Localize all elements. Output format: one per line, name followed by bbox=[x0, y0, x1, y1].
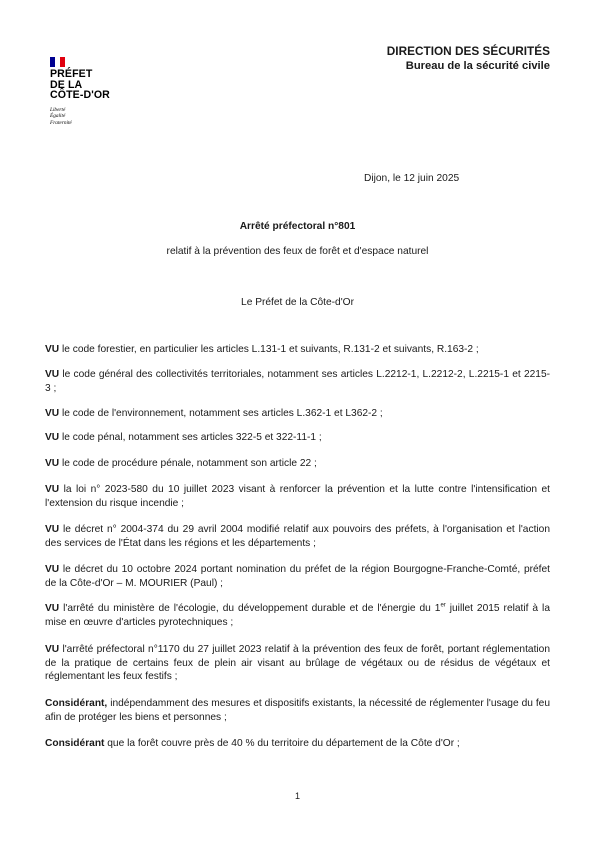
visa-text-continued: juillet 2015 relatif à la mise en œuvre d'articles pyrotechniques ; bbox=[45, 603, 550, 628]
page-number: 1 bbox=[294, 791, 300, 801]
arrete-subject: relatif à la prévention des feux de forêt et d'espace naturel bbox=[166, 246, 429, 257]
considerant-paragraph bbox=[45, 737, 550, 751]
visa-lead: VU bbox=[45, 524, 60, 535]
visa-lead: VU bbox=[45, 484, 60, 495]
visa-paragraph bbox=[45, 563, 550, 590]
considerant-lead: Considérant bbox=[45, 738, 105, 749]
considerant-lead: Considérant, bbox=[45, 698, 108, 709]
french-flag-icon bbox=[50, 57, 65, 67]
visa-lead: VU bbox=[45, 644, 60, 655]
visa-text: le code forestier, en particulier les articles L.131-1 et suivants, R.131-2 et suivants, R.163-2 ; bbox=[59, 344, 479, 355]
visa-text: l'arrêté préfectoral n°1170 du 27 juillet 2023 relatif à la prévention des feux de forêt, portant réglementation de la pratique de certains feux de plein air visant au brûlage de végétaux ou de résidus de végétaux et réglementant les feux festifs ; bbox=[45, 644, 550, 682]
bureau-name: Bureau de la sécurité civile bbox=[405, 60, 550, 72]
visa-lead: VU bbox=[45, 564, 60, 575]
visa-paragraph bbox=[45, 643, 550, 684]
considerant-text: indépendamment des mesures et dispositifs existants, la nécessité de réglementer l'usage du feu afin de protéger les biens et personnes ; bbox=[45, 698, 550, 723]
visa-lead: VU bbox=[45, 458, 60, 469]
visa-text: le code de l'environnement, notamment ses articles L.362-1 et L362-2 ; bbox=[59, 408, 383, 419]
visa-text: le décret du 10 octobre 2024 portant nomination du préfet de la région Bourgogne-Franche-Comté, préfet de la Côte-d'Or – M. MOURIER (Paul) ; bbox=[45, 564, 550, 589]
visa-lead: VU bbox=[45, 344, 60, 355]
visa-paragraph bbox=[45, 457, 550, 471]
considerant-paragraph bbox=[45, 697, 550, 724]
motto-fraternite: Fraternité bbox=[50, 119, 72, 126]
visa-text: le code pénal, notamment ses articles 322-5 et 322-11-1 ; bbox=[59, 432, 322, 443]
visa-text: l'arrêté du ministère de l'écologie, du développement durable et de l'énergie du 1 bbox=[59, 603, 441, 614]
visa-lead: VU bbox=[45, 603, 60, 614]
visa-paragraph bbox=[45, 343, 550, 357]
direction-name: DIRECTION DES SÉCURITÉS bbox=[386, 44, 550, 58]
motto-liberte: Liberté bbox=[50, 106, 66, 113]
logo-line-3: CÔTE-D'OR bbox=[50, 89, 110, 102]
visa-paragraph bbox=[45, 602, 550, 629]
republic-motto bbox=[50, 107, 130, 126]
visa-lead: VU bbox=[45, 408, 60, 419]
arrete-title: Arrêté préfectoral n°801 bbox=[239, 221, 356, 232]
logo-line-2: DE LA bbox=[50, 78, 83, 91]
visa-text: le décret n° 2004-374 du 29 avril 2004 modifié relatif aux pouvoirs des préfets, à l'organisation et l'action des services de l'État dans les régions et les départements ; bbox=[45, 524, 550, 549]
prefecture-logo bbox=[50, 57, 130, 126]
document-date: Dijon, le 12 juin 2025 bbox=[364, 173, 460, 184]
visa-text: le code général des collectivités territoriales, notamment ses articles L.2212-1, L.2212-2, L.2215-1 et 2215-3 ; bbox=[45, 369, 550, 394]
logo-line-1: PRÉFET bbox=[50, 68, 93, 80]
visa-paragraph bbox=[45, 407, 550, 421]
visa-paragraph bbox=[45, 523, 550, 550]
visa-lead: VU bbox=[45, 369, 60, 380]
issuing-service bbox=[387, 44, 550, 74]
visa-paragraph bbox=[45, 431, 550, 445]
visa-paragraph bbox=[45, 483, 550, 510]
visa-lead: VU bbox=[45, 432, 60, 443]
ordinal-superscript: er bbox=[440, 602, 446, 609]
considerant-text: que la forêt couvre près de 40 % du territoire du département de la Côte d'Or ; bbox=[104, 738, 460, 749]
motto-egalite: Égalité bbox=[50, 113, 66, 120]
issuing-authority: Le Préfet de la Côte-d'Or bbox=[241, 297, 354, 308]
visa-text: la loi n° 2023-580 du 10 juillet 2023 visant à renforcer la prévention et la lutte contre l'intensification et l'extension du risque incendie ; bbox=[45, 484, 550, 509]
visa-paragraph bbox=[45, 368, 550, 395]
visa-text: le code de procédure pénale, notamment son article 22 ; bbox=[59, 458, 317, 469]
